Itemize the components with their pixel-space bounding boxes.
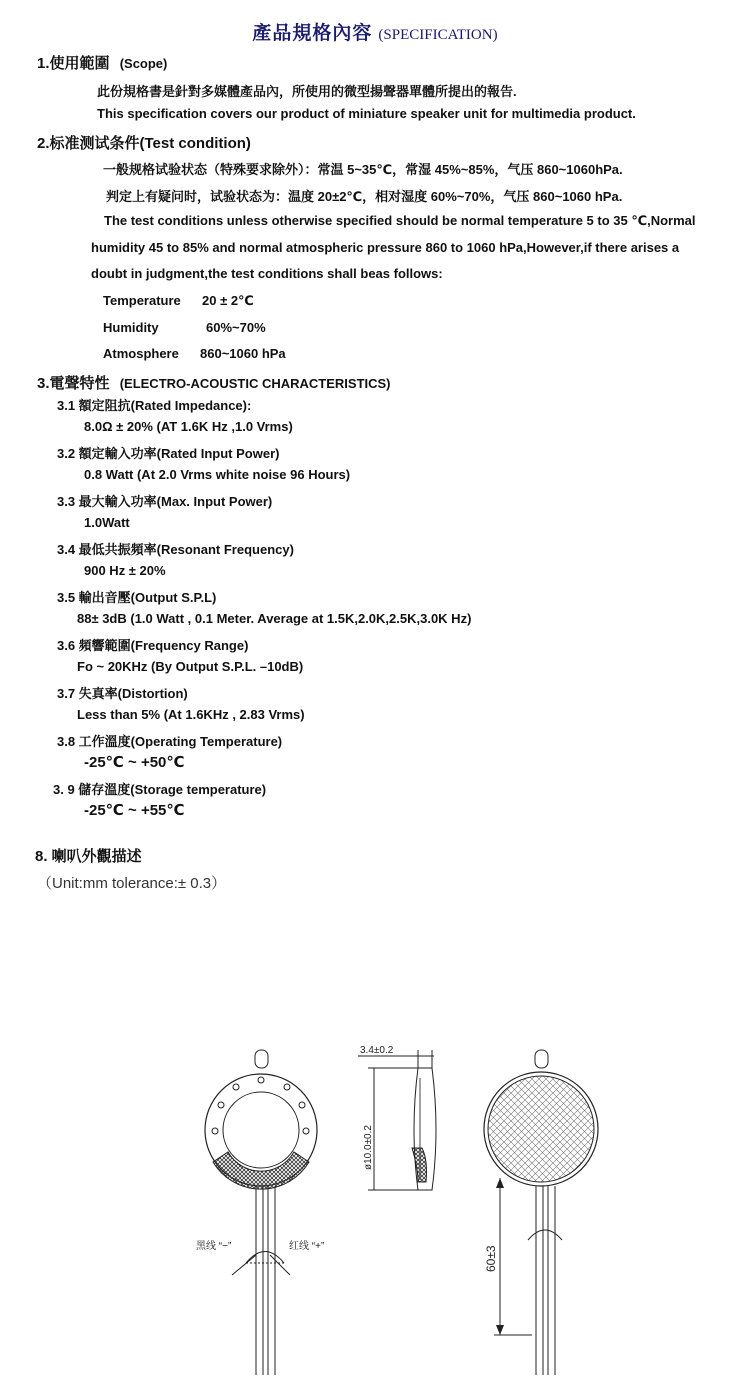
scope-cn-line: 此份規格書是針對多媒體產品內，所使用的微型揚聲器單體所提出的報告. (97, 84, 517, 99)
test-condition-en-line1: The test conditions unless otherwise specified should be normal temperature 5 to 35 ℃,Normal (104, 213, 696, 228)
spec-value-operating-temperature: -25℃ ~ +50℃ (84, 754, 185, 771)
test-condition-cn-line1: 一般规格试验状态（特殊要求除外）：常温 5~35℃，常湿 45%~85%，气压 860~1060hPa. (103, 162, 623, 177)
condition-row-temperature (103, 293, 254, 309)
length-dimension: 60±3 (484, 1245, 498, 1272)
section2-heading-cn: 2.标准测试条件 (37, 135, 140, 152)
spec-label-frequency-range: 3.6 頻響範圍(Frequency Range) (57, 638, 249, 653)
front-inner-opening (223, 1092, 299, 1168)
spec-value-frequency-range: Fo ~ 20KHz (By Output S.P.L. –10dB) (77, 659, 304, 674)
test-condition-en-line3: doubt in judgment,the test conditions shall beas follows: (91, 266, 443, 281)
speaker-technical-drawing (0, 1030, 750, 1375)
section1-heading (37, 52, 167, 73)
unit-tolerance-note: （Unit:mm tolerance:± 0.3） (37, 875, 227, 892)
document-title (0, 18, 750, 45)
section3-heading (37, 372, 391, 393)
section2-heading (37, 132, 251, 153)
back-wire-outlet (535, 1050, 548, 1068)
condition-label: Atmosphere (103, 346, 179, 361)
title-en: (SPECIFICATION) (378, 27, 498, 43)
back-mesh-cover (488, 1076, 594, 1182)
section1-heading-en: (Scope) (119, 56, 168, 71)
condition-label: Temperature (103, 293, 181, 308)
spec-label-rated-input-power: 3.2 額定輸入功率(Rated Input Power) (57, 446, 280, 461)
condition-label: Humidity (103, 320, 159, 335)
spec-value-max-input-power: 1.0Watt (84, 515, 130, 530)
spec-value-rated-input-power: 0.8 Watt (At 2.0 Vrms white noise 96 Hours) (84, 467, 351, 482)
front-wire-outlet (255, 1050, 268, 1068)
condition-row-atmosphere (103, 346, 286, 361)
back-view (484, 1050, 598, 1375)
section1-heading-cn: 1.使用範圍 (37, 55, 110, 72)
section2-heading-en: (Test condition) (139, 135, 251, 152)
red-wire-label: 红线 “+” (289, 1241, 325, 1252)
front-lead-wires (256, 1186, 275, 1375)
spec-value-resonant-frequency: 900 Hz ± 20% (84, 563, 166, 578)
spec-label-resonant-frequency: 3.4 最低共振頻率(Resonant Frequency) (57, 542, 294, 557)
section3-heading-en: (ELECTRO-ACOUSTIC CHARACTERISTICS) (119, 376, 391, 391)
spec-value-rated-impedance: 8.0Ω ± 20% (AT 1.6K Hz ,1.0 Vrms) (84, 419, 293, 434)
condition-value: 60%~70% (206, 320, 266, 335)
spec-label-rated-impedance: 3.1 額定阻抗(Rated Impedance): (57, 398, 252, 413)
thickness-dimension: 3.4±0.2 (360, 1045, 394, 1056)
spec-label-operating-temperature: 3.8 工作溫度(Operating Temperature) (57, 734, 283, 749)
scope-en-line: This specification covers our product of miniature speaker unit for multimedia product. (97, 106, 636, 121)
condition-row-humidity (103, 320, 266, 335)
spec-value-distortion: Less than 5% (At 1.6KHz , 2.83 Vrms) (77, 707, 305, 722)
test-condition-en-line2: humidity 45 to 85% and normal atmospheric pressure 860 to 1060 hPa,However,if there arises a (91, 240, 680, 255)
black-wire-label: 黑线 “−” (196, 1241, 232, 1252)
spec-label-storage-temperature: 3. 9 儲存溫度(Storage temperature) (53, 782, 267, 797)
diameter-dimension: ø10.0±0.2 (363, 1125, 374, 1170)
spec-label-output-spl: 3.5 輸出音壓(Output S.P.L) (57, 590, 217, 605)
spec-label-max-input-power: 3.3 最大輸入功率(Max. Input Power) (57, 494, 273, 509)
spec-value-output-spl: 88± 3dB (1.0 Watt , 0.1 Meter. Average at 1.5K,2.0K,2.5K,3.0K Hz) (77, 611, 472, 626)
spec-label-distortion: 3.7 失真率(Distortion) (57, 686, 188, 701)
test-condition-cn-line2: 判定上有疑问时，试验状态为：温度 20±2℃，相对湿度 60%~70%，气压 860~1060 hPa. (106, 189, 623, 204)
front-view (196, 1050, 324, 1375)
back-lead-wires (536, 1186, 555, 1375)
condition-value: 20 ± 2℃ (202, 293, 254, 308)
side-view (358, 1045, 436, 1190)
title-cn: 產品規格內容 (252, 22, 373, 44)
section3-heading-cn: 3.電聲特性 (37, 375, 110, 392)
condition-value: 860~1060 hPa (200, 346, 286, 361)
section8-heading: 8. 喇叭外觀描述 (35, 848, 142, 865)
spec-value-storage-temperature: -25℃ ~ +55℃ (84, 802, 185, 819)
